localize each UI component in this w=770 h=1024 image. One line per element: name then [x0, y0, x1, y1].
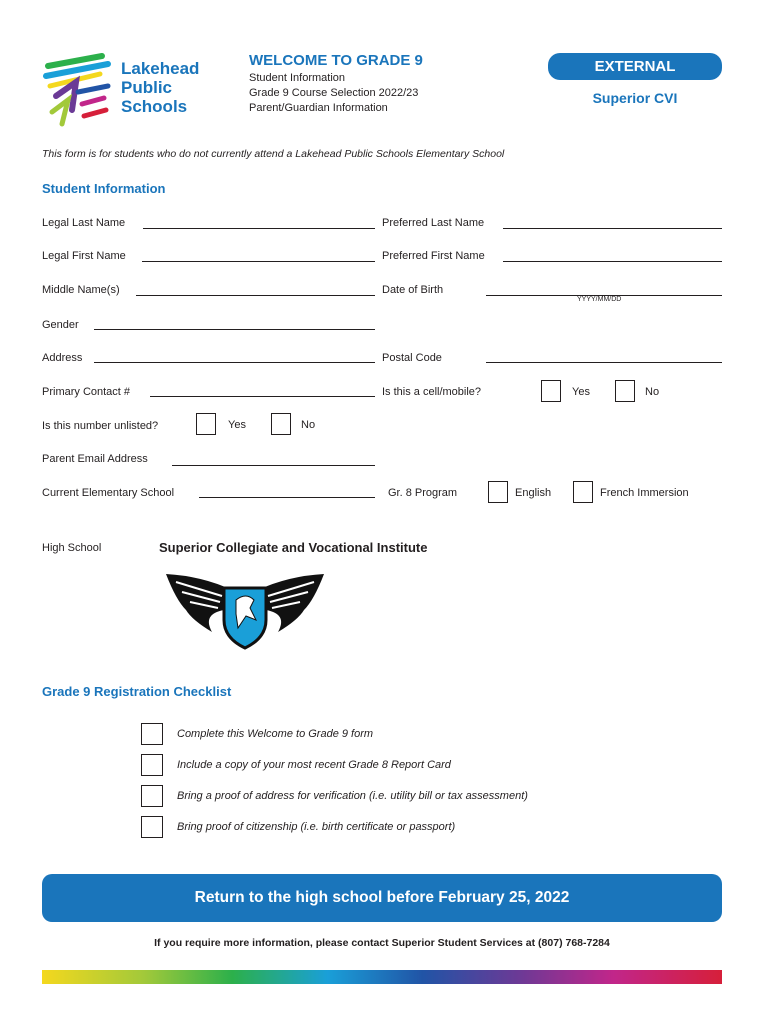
primary-contact-field[interactable] [150, 396, 375, 397]
header-line-1: Student Information [249, 72, 346, 84]
checklist-checkbox-3[interactable] [141, 785, 163, 807]
checklist-checkbox-1[interactable] [141, 723, 163, 745]
logo-text: Lakehead Public Schools [121, 59, 200, 116]
checklist-item-1: Complete this Welcome to Grade 9 form [177, 728, 374, 740]
postal-code-field[interactable] [486, 362, 722, 363]
parent-email-label: Parent Email Address [42, 453, 148, 465]
cell-no-label: No [645, 386, 660, 398]
gender-field[interactable] [94, 329, 375, 330]
school-crest-icon [162, 570, 328, 650]
middle-name-field[interactable] [136, 295, 375, 296]
header-line-3: Parent/Guardian Information [249, 102, 388, 114]
cell-question-label: Is this a cell/mobile? [382, 386, 482, 398]
contact-info: If you require more information, please contact Superior Student Services at (807) 768-7284 [154, 937, 610, 949]
gr8-program-label: Gr. 8 Program [388, 487, 458, 499]
parent-email-field[interactable] [172, 465, 375, 466]
address-field[interactable] [94, 362, 375, 363]
date-format-hint: YYYY/MM/DD [577, 296, 622, 303]
legal-last-name-label: Legal Last Name [42, 217, 126, 229]
form-title: WELCOME TO GRADE 9 [249, 52, 423, 69]
checklist-checkbox-2[interactable] [141, 754, 163, 776]
preferred-last-name-label: Preferred Last Name [382, 217, 485, 229]
english-checkbox[interactable] [488, 481, 508, 503]
checklist-item-2: Include a copy of your most recent Grade 8 Report Card [177, 759, 451, 771]
checklist-checkbox-4[interactable] [141, 816, 163, 838]
checklist-heading: Grade 9 Registration Checklist [42, 684, 232, 699]
french-immersion-label: French Immersion [600, 487, 689, 499]
intro-text: This form is for students who do not currently attend a Lakehead Public Schools Elementary School [42, 148, 505, 160]
unlisted-question-label: Is this number unlisted? [42, 420, 159, 432]
return-deadline-banner: Return to the high school before February 25, 2022 [42, 874, 722, 922]
header-line-2: Grade 9 Course Selection 2022/23 [249, 87, 419, 99]
legal-first-name-field[interactable] [142, 261, 375, 262]
date-of-birth-label: Date of Birth [382, 284, 444, 296]
cell-yes-checkbox[interactable] [541, 380, 561, 402]
lakehead-logo-icon [42, 52, 118, 128]
unlisted-no-checkbox[interactable] [271, 413, 291, 435]
cell-no-checkbox[interactable] [615, 380, 635, 402]
gender-label: Gender [42, 319, 79, 331]
preferred-first-name-field[interactable] [503, 261, 722, 262]
unlisted-yes-checkbox[interactable] [196, 413, 216, 435]
high-school-name: Superior Collegiate and Vocational Institute [159, 540, 428, 555]
preferred-last-name-field[interactable] [503, 228, 722, 229]
high-school-label: High School [42, 542, 102, 554]
address-label: Address [42, 352, 83, 364]
postal-code-label: Postal Code [382, 352, 442, 364]
preferred-first-name-label: Preferred First Name [382, 250, 485, 262]
unlisted-no-label: No [301, 419, 316, 431]
student-info-heading: Student Information [42, 181, 166, 196]
english-label: English [515, 487, 552, 499]
cell-yes-label: Yes [572, 386, 590, 398]
legal-first-name-label: Legal First Name [42, 250, 126, 262]
checklist-item-3: Bring a proof of address for verification (i.e. utility bill or tax assessment) [177, 790, 528, 802]
checklist-item-4: Bring proof of citizenship (i.e. birth certificate or passport) [177, 821, 456, 833]
current-school-label: Current Elementary School [42, 487, 175, 499]
french-immersion-checkbox[interactable] [573, 481, 593, 503]
unlisted-yes-label: Yes [228, 419, 246, 431]
current-school-field[interactable] [199, 497, 375, 498]
primary-contact-label: Primary Contact # [42, 386, 131, 398]
legal-last-name-field[interactable] [143, 228, 375, 229]
rainbow-footer-bar [42, 970, 722, 984]
external-badge: EXTERNAL [548, 53, 722, 80]
middle-name-label: Middle Name(s) [42, 284, 120, 296]
school-short-name: Superior CVI [592, 90, 678, 106]
